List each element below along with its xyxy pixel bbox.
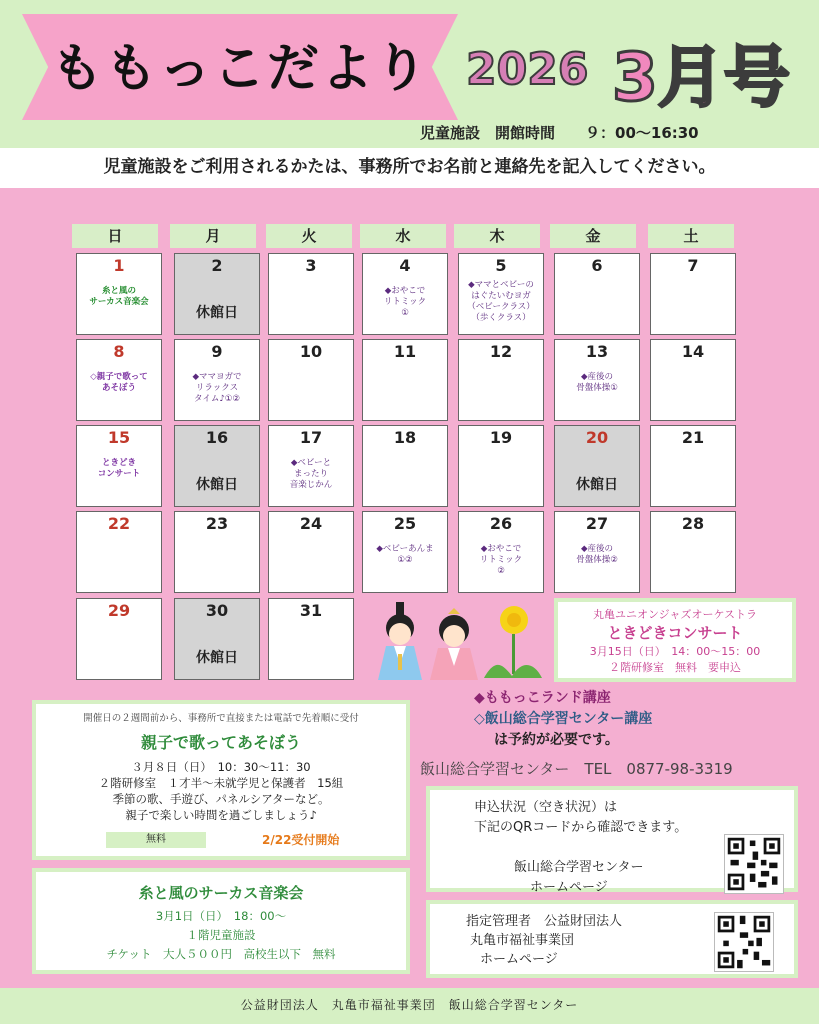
oyako-title: 親子で歌ってあそぼう [140, 733, 301, 752]
day-number: 6 [591, 256, 603, 275]
event-line: サーカス音楽会 [89, 297, 149, 307]
day-number: 4 [399, 256, 411, 275]
calendar-day [458, 425, 544, 507]
day-event [365, 286, 445, 319]
day-number: 16 [205, 428, 229, 447]
calendar-day [554, 339, 640, 421]
calendar-day [268, 253, 354, 335]
event-line: ◇親子で歌って [90, 372, 148, 382]
oyako-line: ２階研修室 １才半～未就学児と保護者 15組 [98, 776, 344, 790]
manager-line: 指定管理者 公益財団法人 [466, 914, 623, 929]
calendar-day [268, 425, 354, 507]
status-line: 申込状況（空き状況）は [474, 800, 618, 815]
newsletter-title: ももっこだより [50, 39, 429, 99]
day-number: 15 [107, 428, 131, 447]
event-line: ◆ママヨガで [192, 372, 242, 382]
day-event [365, 544, 445, 566]
weekday-header: 金 [550, 224, 636, 248]
event-line: ◆ママとベビーの [468, 280, 534, 290]
calendar-day [554, 253, 640, 335]
event-line: （ベビークラス） [467, 302, 535, 312]
calendar-day [174, 339, 260, 421]
calendar-day [458, 339, 544, 421]
day-number: 27 [585, 514, 609, 533]
issue-month: 3月号 [612, 39, 790, 116]
day-number: 28 [681, 514, 705, 533]
circus-line: １階児童施設 [186, 928, 256, 942]
day-number: 23 [205, 514, 229, 533]
opening-hours: 児童施設 開館時間 ９：00～16:30 [420, 124, 699, 142]
day-event [79, 372, 159, 394]
oyako-line: 季節の歌、手遊び、パネルシアターなど。 [112, 792, 330, 806]
day-event [79, 286, 159, 308]
day-number: 20 [585, 428, 609, 447]
qr-code-icon[interactable] [724, 834, 784, 894]
calendar-day [174, 511, 260, 593]
day-number: 18 [393, 428, 417, 447]
oyako-reception-note: 開催日の２週間前から、事務所で直接または電話で先着順に受付 [83, 713, 359, 724]
weekday-header: 水 [360, 224, 446, 248]
day-number: 5 [495, 256, 507, 275]
event-line: リトミック [383, 297, 427, 307]
status-line: 飯山総合学習センター [514, 860, 644, 875]
day-number: 29 [107, 601, 131, 620]
free-badge: 無料 [106, 832, 206, 848]
jazz-concert-time: 3月15日（日） 14：00～15：00 [589, 645, 761, 658]
jazz-orchestra-name: 丸亀ユニオンジャズオーケストラ [592, 608, 758, 621]
event-line: はぐたいむヨガ [471, 291, 531, 301]
weekday-header: 火 [266, 224, 352, 248]
weekday-header: 土 [648, 224, 734, 248]
oyako-line: ３月８日（日） 10：30～11：30 [131, 760, 311, 774]
jazz-concert-box [554, 598, 796, 682]
day-event [461, 544, 541, 577]
event-line: ◆おやこで [384, 286, 426, 296]
day-number: 8 [113, 342, 125, 361]
calendar-day [362, 511, 448, 593]
event-line: ① [401, 308, 409, 318]
legend-momokko: ◆ももっこランド講座 [474, 690, 611, 706]
calendar-day [650, 425, 736, 507]
emperor-doll-icon [378, 602, 422, 680]
event-line: リラックス [195, 383, 239, 393]
dandelion-icon [484, 606, 542, 678]
jazz-concert-place: ２階研修室 無料 要申込 [609, 661, 741, 674]
day-number: 13 [585, 342, 609, 361]
calendar-day [362, 425, 448, 507]
calendar-day [362, 339, 448, 421]
registration-notice: 児童施設をご利用されるかたは、事務所でお名前と連絡先を記入してください。 [0, 148, 819, 188]
day-number: 1 [113, 256, 125, 275]
event-line: あそぼう [101, 383, 136, 393]
event-line: ◆ベビーあんま [376, 544, 434, 554]
day-number: 9 [211, 342, 223, 361]
status-line: ホームページ [530, 880, 608, 895]
event-line: まったり [293, 469, 328, 479]
event-line: 骨盤体操② [576, 555, 618, 565]
day-number: 22 [107, 514, 131, 533]
legend-center: ◇飯山総合学習センター講座 [474, 711, 653, 727]
calendar-day [554, 425, 640, 507]
circus-line: チケット 大人５００円 高校生以下 無料 [106, 947, 336, 961]
day-number: 11 [393, 342, 417, 361]
closed-label: 休館日 [576, 477, 618, 493]
day-event [557, 372, 637, 394]
event-line: 骨盤体操① [576, 383, 618, 393]
day-event [461, 280, 541, 324]
closed-label: 休館日 [196, 650, 238, 666]
event-line: リトミック [479, 555, 523, 565]
reservation-legend [474, 688, 652, 751]
calendar-day [76, 425, 162, 507]
day-event [557, 544, 637, 566]
day-number: 14 [681, 342, 705, 361]
calendar-day [458, 253, 544, 335]
manager-line: 丸亀市福祉事業団 [470, 933, 575, 948]
calendar-day [458, 511, 544, 593]
day-event [177, 372, 257, 405]
calendar-day [650, 339, 736, 421]
event-line: 糸と風の [101, 286, 136, 296]
closed-label: 休館日 [196, 305, 238, 321]
calendar-day [650, 511, 736, 593]
calendar-day [362, 253, 448, 335]
event-line: ◆産後の [580, 544, 614, 554]
footer: 公益財団法人 丸亀市福祉事業団 飯山総合学習センター [0, 988, 819, 1024]
day-number: 24 [299, 514, 323, 533]
circus-concert-box [32, 868, 410, 974]
application-status-box [426, 786, 798, 895]
weekday-header: 月 [170, 224, 256, 248]
day-number: 19 [489, 428, 513, 447]
event-line: タイム♪①② [194, 394, 240, 404]
day-number: 26 [489, 514, 513, 533]
calendar-day [554, 511, 640, 593]
event-line: （歩くクラス） [471, 313, 531, 323]
day-number: 30 [205, 601, 229, 620]
phone-number: 飯山総合学習センター TEL 0877-98-3319 [420, 760, 733, 778]
day-number: 31 [299, 601, 323, 620]
closed-label: 休館日 [196, 477, 238, 493]
status-line: 下記のQRコードから確認できます。 [474, 820, 688, 835]
day-number: 25 [393, 514, 417, 533]
calendar-day [76, 511, 162, 593]
oyako-event-box [32, 700, 410, 860]
event-line: ② [497, 566, 505, 576]
weekday-header: 日 [72, 224, 158, 248]
day-number: 10 [299, 342, 323, 361]
manager-line: ホームページ [480, 952, 558, 967]
calendar-day [76, 339, 162, 421]
day-event [79, 458, 159, 480]
calendar-day [174, 598, 260, 680]
calendar-day [268, 598, 354, 680]
qr-code-icon[interactable] [714, 912, 774, 972]
calendar-day [268, 339, 354, 421]
day-number: 2 [211, 256, 223, 275]
calendar-day [76, 598, 162, 680]
weekday-header: 木 [454, 224, 540, 248]
event-line: コンサート [97, 469, 141, 479]
event-line: ◆おやこで [480, 544, 522, 554]
event-line: ①② [397, 555, 413, 565]
event-line: ◆ベビーと [290, 458, 332, 468]
jazz-concert-title: ときどきコンサート [607, 624, 743, 642]
oyako-line: 親子で楽しい時間を過ごしましょう♪ [125, 808, 317, 822]
calendar-day [268, 511, 354, 593]
day-event [271, 458, 351, 491]
empress-doll-icon [430, 608, 478, 680]
reception-start-date: 2/22受付開始 [262, 833, 340, 847]
hina-dolls-illustration [372, 600, 552, 682]
calendar-day [76, 253, 162, 335]
calendar-day [650, 253, 736, 335]
circus-line: 3月1日（日） 18：00～ [155, 909, 287, 923]
day-number: 7 [687, 256, 699, 275]
legend-reserve-note: は予約が必要です。 [494, 732, 619, 748]
circus-title: 糸と風のサーカス音楽会 [138, 884, 304, 902]
day-number: 3 [305, 256, 317, 275]
event-line: ときどき [101, 458, 136, 468]
day-number: 17 [299, 428, 323, 447]
event-line: 音楽じかん [289, 480, 333, 490]
calendar-day [174, 253, 260, 335]
event-line: ◆産後の [580, 372, 614, 382]
manager-box [426, 900, 798, 978]
calendar-day [174, 425, 260, 507]
issue-year: 2026 [466, 44, 589, 95]
day-number: 21 [681, 428, 705, 447]
day-number: 12 [489, 342, 513, 361]
